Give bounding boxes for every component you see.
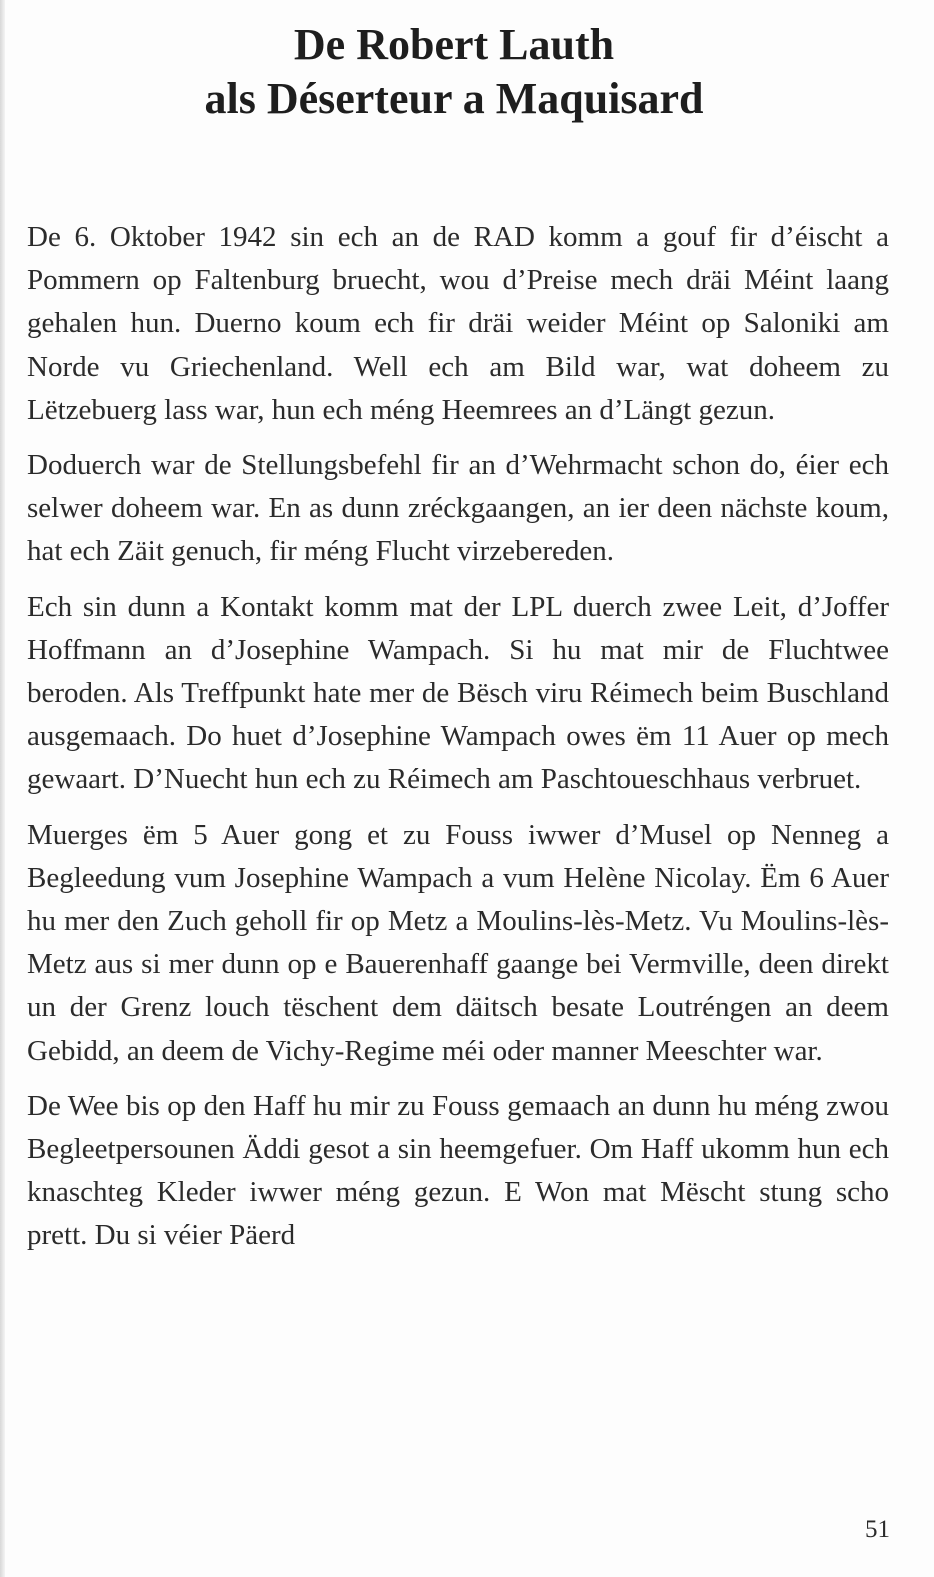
paragraph-2: Doduerch war de Stellungsbefehl fir an d’Wehrmacht schon do, éier ech selwer doheem war. En as dunn zréckgaangen, an ier deen nächste koum, hat ech Zäit genuch, fir méng Flucht virzebereden.	[27, 449, 889, 568]
page-number: 51	[865, 1516, 890, 1543]
paragraph-4: Muerges ëm 5 Auer gong et zu Fouss iwwer d’Musel op Nenneg a Begleedung vum Josephine Wampach a vum Helène Nicolay. Ëm 6 Auer hu mer den Zuch geholl fir op Metz a Moulins-lès-Metz. Vu Moulins-lès-Metz aus si mer dunn op e Bauerenhaff gaange bei Vermville, deen direkt un der Grenz louch tëschent dem däitsch besate Loutréngen an deem Gebidd, an deem de Vichy-Regime méi oder manner Meeschter war.	[27, 818, 889, 1067]
page-gutter-shadow	[0, 0, 5, 1577]
body-text	[27, 216, 889, 1270]
chapter-title	[0, 18, 908, 126]
chapter-title-line-1: De Robert Lauth	[293, 20, 615, 69]
paragraph-3: Ech sin dunn a Kontakt komm mat der LPL duerch zwee Leit, d’Joffer Hoffmann an d’Josephine Wampach. Si hu mat mir de Fluchtwee beroden. Als Treffpunkt hate mer de Bësch viru Réimech beim Buschland ausgemaach. Do huet d’Josephine Wampach owes ëm 11 Auer op mech gewaart. D’Nuecht hun ech zu Réimech am Paschtoueschhaus verbruet.	[27, 590, 889, 796]
paragraph-1: De 6. Oktober 1942 sin ech an de RAD komm a gouf fir d’éischt a Pommern op Faltenburg bruecht, wou d’Preise mech dräi Méint laang gehalen hun. Duerno koum ech fir dräi weider Méint op Saloniki am Norde vu Griechenland. Well ech am Bild war, wat doheem zu Lëtzebuerg lass war, hun ech méng Heemrees an d’Längt gezun.	[27, 221, 889, 426]
paragraph-5: De Wee bis op den Haff hu mir zu Fouss gemaach an dunn hu méng zwou Begleetpersounen Äddi gesot a sin heemgefuer. Om Haff ukomm hun ech knaschteg Kleder iwwer méng gezun. E Won mat Mëscht stung scho prett. Du si véier Päerd	[27, 1089, 889, 1252]
chapter-title-line-2: als Déserteur a Maquisard	[204, 74, 704, 123]
